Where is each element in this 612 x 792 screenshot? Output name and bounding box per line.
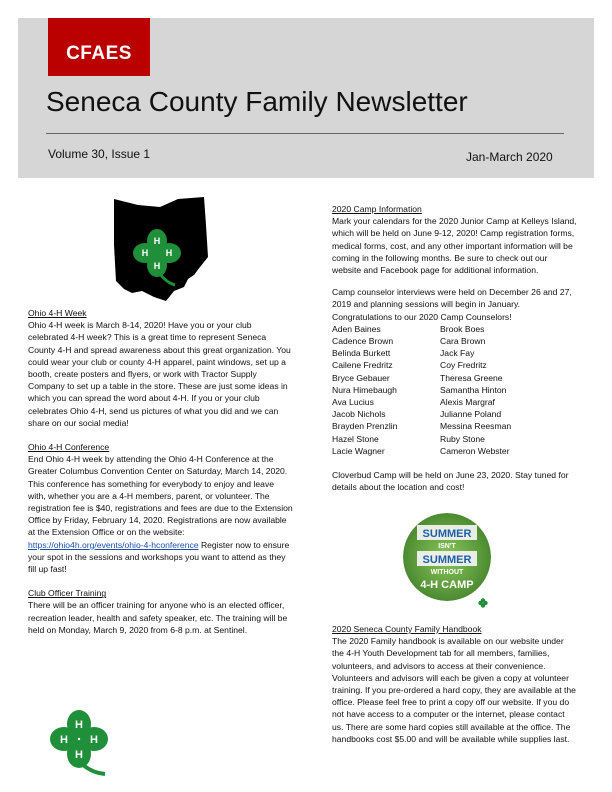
summer-word-2: SUMMER [422, 554, 472, 566]
svg-text:H: H [153, 236, 161, 246]
counselor-name: Hazel Stone [332, 433, 379, 444]
summer-word: SUMMER [422, 528, 472, 540]
counselor-name: Messina Reesman [440, 421, 512, 432]
spacer [332, 457, 578, 469]
ohio-4h-map-image [108, 195, 228, 305]
ohio-4h-conference-body [28, 453, 294, 575]
svg-text:H: H [90, 734, 98, 746]
title-divider [46, 133, 564, 134]
4h-clover-logo-icon [44, 706, 114, 776]
counselor-name: Theresa Greene [440, 372, 503, 383]
small-clover-icon [478, 598, 488, 608]
svg-text:H: H [165, 248, 173, 258]
4h-camp-word: 4-H CAMP [420, 579, 474, 591]
cloverbud-camp-body: Cloverbud Camp will be held on June 23, 2020. Stay tuned for details about the location and cost! [332, 470, 569, 493]
handbook-body: The 2020 Family handbook is available on our website under the 4-H Youth Development tab for all members, families, volunteers, and advisors to access at their convenience. Volunteers and advisors will each be given a copy at volunteer training. If you pre-ordered a hard copy, they are available at the office. Please feel free to print a copy off our website. If you do not have access to a computer or the internet, please contact us. There are some hard copies still available at the office. The handbooks cost $5.00 and will be available while supplies last. [332, 636, 576, 744]
handbook-heading: 2020 Seneca County Family Handbook [332, 624, 482, 634]
counselor-name: Alexis Margraf [440, 397, 495, 408]
counselor-name: Aden Baines [332, 323, 381, 334]
newsletter-title: Seneca County Family Newsletter [46, 86, 468, 117]
counselor-name: Bryce Gebauer [332, 372, 390, 383]
svg-text:H: H [75, 749, 83, 761]
camp-info-body: Mark your calendars for the 2020 Junior Camp at Kelleys Island, which will be held on June 9-12, 2020! Camp registration forms, medical forms, cost, and any other important information will be coming in the following months. Be sure to check out our website and Facebook page for additional information. [332, 216, 577, 276]
ohio-4h-week-heading: Ohio 4-H Week [28, 308, 87, 318]
counselor-name: Samantha Hinton [440, 384, 507, 395]
svg-text:H: H [60, 734, 68, 746]
right-column [332, 203, 578, 493]
spacer [332, 276, 578, 286]
left-column [28, 307, 294, 636]
counselor-name: Brayden Prenzlin [332, 421, 398, 432]
spacer [28, 575, 294, 587]
counselor-name: Cameron Webster [440, 445, 510, 456]
counselor-name: Coy Fredritz [440, 360, 487, 371]
counselor-name: Belinda Burkett [332, 348, 391, 359]
counselor-name: Cara Brown [440, 336, 486, 347]
conference-text: End Ohio 4-H week by attending the Ohio 4-H Conference at the Greater Columbus Convention Center on Saturday, March 14, 2020. This conference has something for everybody to enjoy and leave with, whether you are a 4-H members, parent, or volunteer. The registration fee is $40, registrations and fees are due to the Extension Office by Friday, February 14, 2020. Registrations are now available at the Extension Office or on the website: [28, 454, 293, 538]
svg-text:H: H [153, 261, 161, 271]
logo-text: CFAES [66, 43, 132, 64]
counselor-name: Jacob Nichols [332, 409, 386, 420]
isnt-word: ISN'T [438, 543, 456, 550]
camp-info-heading: 2020 Camp Information [332, 204, 422, 214]
conference-link[interactable]: https://ohio4h.org/events/ohio-4-hconference [28, 539, 199, 550]
counselor-name: Cailene Fredritz [332, 360, 393, 371]
issue-date: Jan-March 2020 [466, 150, 553, 164]
counselor-name: Jack Fay [440, 348, 475, 359]
without-word: WITHOUT [430, 569, 464, 576]
cfaes-logo [48, 18, 150, 76]
counselor-body: Camp counselor interviews were held on December 26 and 27, 2019 and planning sessions will begin in January. Congratulations to our 2020 Camp Counselors! [332, 287, 572, 322]
spacer [28, 429, 294, 441]
counselor-name: Cadence Brown [332, 336, 394, 347]
officer-training-body: There will be an officer training for anyone who is an elected officer, recreation leader, health and safety speaker, etc. The training will be held on Monday, March 9, 2020 from 6-8 p.m. at Sentinel. [28, 600, 288, 635]
counselor-name: Ava Lucius [332, 397, 374, 408]
svg-text:H: H [75, 719, 83, 731]
volume-issue: Volume 30, Issue 1 [48, 147, 151, 161]
officer-training-heading: Club Officer Training [28, 588, 107, 599]
conference-tail: Register now to ensure your spot in the sessions and workshops you want to attend as they fill up fast! [28, 539, 290, 575]
counselor-name: Nura Himebaugh [332, 384, 397, 395]
summer-camp-image [403, 513, 491, 601]
counselor-list [332, 323, 578, 457]
svg-text:H: H [141, 248, 149, 258]
handbook-section [332, 623, 578, 745]
ohio-4h-week-body: Ohio 4-H week is March 8-14, 2020! Have you or your club celebrated 4-H week? This is a great time to represent Seneca County 4-H and spread awareness about this great organization. You could wear your club or county 4-H apparel, paint windows, set up a booth, create posters and flyers, or work with Tractor Supply Company to set up a table in the store. These are just some ideas in which you can spread the word about 4-H. If you or your club celebrates Ohio 4-H, send us pictures of what you did and we can share on our social media! [28, 320, 291, 428]
counselor-name: Ruby Stone [440, 433, 485, 444]
counselor-name: Julianne Poland [440, 409, 502, 420]
ohio-4h-conference-heading: Ohio 4-H Conference [28, 442, 110, 453]
counselor-name: Brook Boes [440, 323, 485, 334]
counselor-name: Lacie Wagner [332, 445, 385, 456]
